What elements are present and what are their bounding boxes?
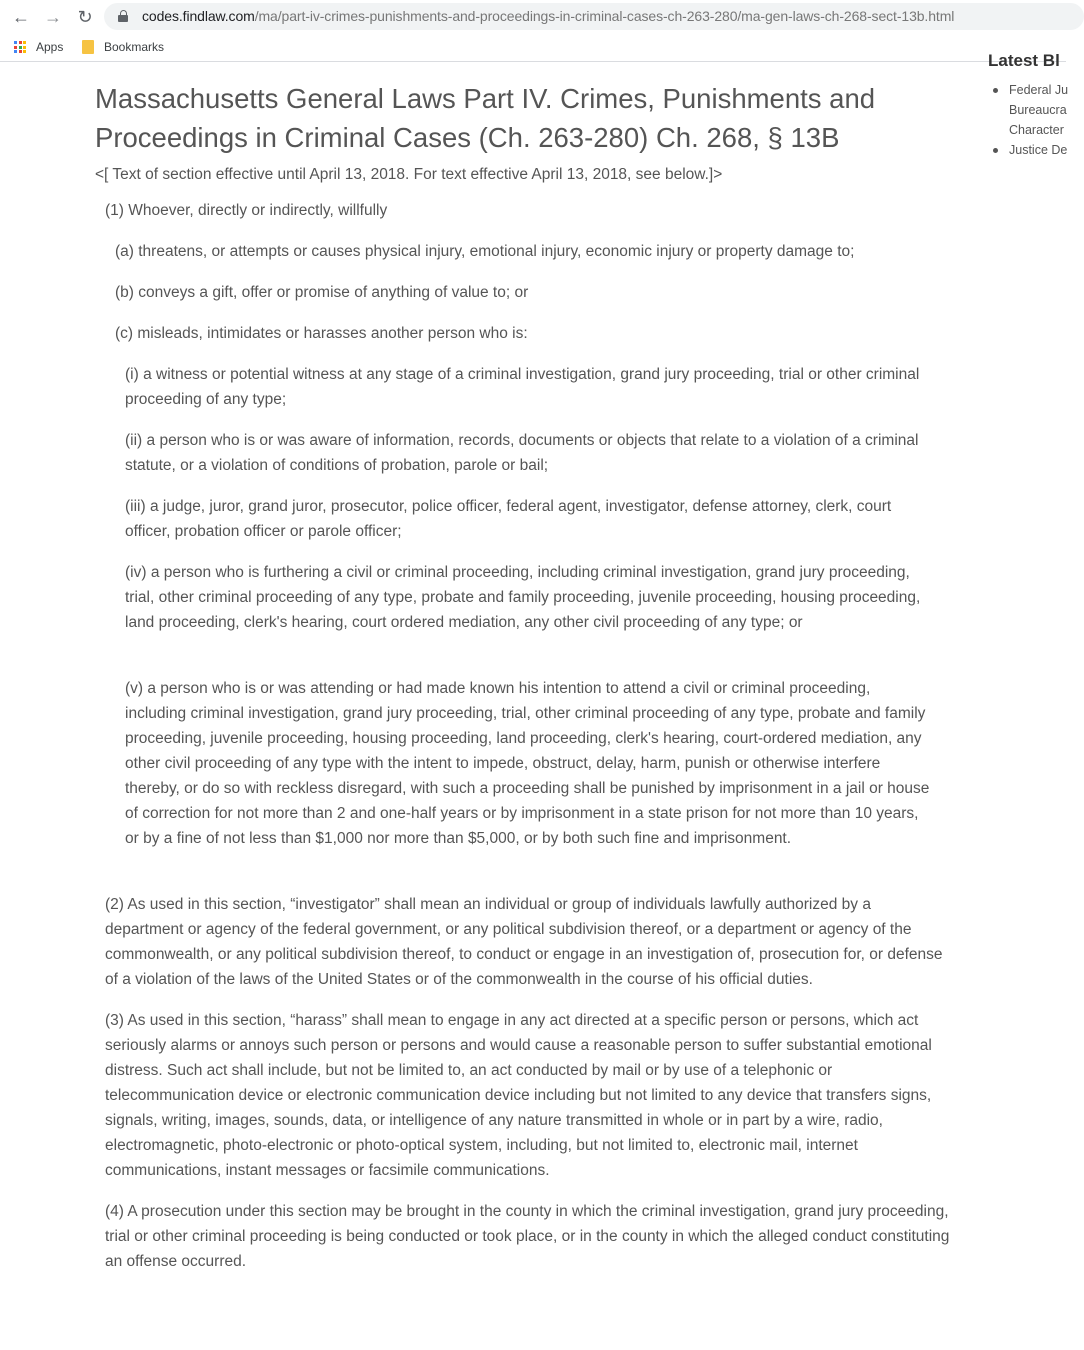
lock-icon[interactable] <box>118 10 128 22</box>
bookmarks-label: Bookmarks <box>104 40 165 54</box>
paragraph-1b: (b) conveys a gift, offer or promise of anything of value to; or <box>115 284 529 301</box>
apps-label: Apps <box>36 40 64 54</box>
paragraph-1c-iii: (iii) a judge, juror, grand juror, prosecutor, police officer, federal agent, investigator, defense attorney, clerk, court officer, probation officer or parole officer; <box>125 498 892 540</box>
url-path: /ma/part-iv-crimes-punishments-and-proceedings-in-criminal-cases-ch-263-280/ma-gen-laws-ch-268-sect-13b.html <box>254 8 955 24</box>
paragraph-1c-ii: (ii) a person who is or was aware of information, records, documents or objects that relate to a violation of a criminal statute, or a violation of conditions of probation, parole or bail; <box>125 432 919 474</box>
paragraph-4: (4) A prosecution under this section may be brought in the county in which the criminal investigation, grand jury proceeding, trial or other criminal proceeding is being conducted or took place, or in the county in which the alleged conduct constituting an offense occurred. <box>105 1203 950 1270</box>
url-host: codes.findlaw.com <box>142 8 255 24</box>
reload-icon[interactable]: ↻ <box>77 7 93 27</box>
sidebar-link[interactable]: Character <box>1009 123 1064 137</box>
paragraph-1c-v: (v) a person who is or was attending or had made known his intention to attend a civil or criminal proceeding, including criminal investigation, grand jury proceeding, trial, other criminal proceeding of any type, probate and family proceeding, juvenile proceeding, housing proceeding, land proceeding, clerk's hearing, court-ordered mediation, any other civil proceeding of any type with the intent to impede, obstruct, delay, harm, punish or otherwise interfere thereby, or do so with reckless disregard, with such a proceeding shall be punished by imprisonment in a jail or house of correction for not more than 2 and one-half years or by imprisonment in a state prison for not more than 10 years, or by a fine of not less than $1,000 nor more than $5,000, or by both such fine and imprisonment. <box>125 680 930 847</box>
paragraph-1c: (c) misleads, intimidates or harasses another person who is: <box>115 325 528 342</box>
paragraph-2: (2) As used in this section, “investigator” shall mean an individual or group of individuals lawfully authorized by a department or agency of the federal government, or any political subdivision thereof, or a department or agency of the commonwealth, or any political subdivision thereof, to conduct or engage in an investigation of, prosecution for, or defense of a violation of the laws of the United States or of the commonwealth in the course of his official duties. <box>105 896 943 988</box>
sidebar-heading: Latest Bl <box>988 51 1060 70</box>
sidebar-list <box>993 81 1073 161</box>
paragraph-3: (3) As used in this section, “harass” shall mean to engage in any act directed at a specific person or persons, which act seriously alarms or annoys such person or persons and would cause a reasonable person to suffer substantial emotional distress. Such act shall include, but not be limited to, an act conducted by mail or by use of a telephonic or telecommunication device or electronic communication device including but not limited to any device that transfers signs, signals, writing, images, sounds, data, or intelligence of any nature transmitted in whole or in part by a wire, radio, electromagnetic, photo-electronic or photo-optical system, including, but not limited to, electronic mail, internet communications, instant messages or facsimile communications. <box>105 1012 932 1179</box>
effective-date-notice: <[ Text of section effective until April 13, 2018. For text effective April 13, 2018, see below.]> <box>95 166 723 183</box>
sidebar-link[interactable]: Federal Ju <box>993 81 1073 100</box>
sidebar-link[interactable]: Bureaucra <box>1009 103 1067 117</box>
forward-arrow-icon[interactable]: → <box>44 7 62 27</box>
folder-icon <box>82 40 94 54</box>
bookmarks-bar <box>0 34 1066 62</box>
paragraph-1c-iv: (iv) a person who is furthering a civil or criminal proceeding, including criminal investigation, grand jury proceeding, trial, other criminal proceeding of any type, probate and family proceeding, juvenile proceeding, housing proceeding, land proceeding, clerk's hearing, court ordered mediation, any other civil proceeding of any type; or <box>125 564 921 631</box>
page-title: Massachusetts General Laws Part IV. Crimes, Punishments and Proceedings in Criminal Cases (Ch. 263-280) Ch. 268, § 13B <box>95 83 876 153</box>
bookmarks-folder[interactable] <box>82 40 164 54</box>
paragraph-1: (1) Whoever, directly or indirectly, willfully <box>105 202 388 219</box>
address-bar[interactable] <box>104 3 1084 30</box>
sidebar-link[interactable]: Justice De <box>993 141 1073 160</box>
browser-toolbar <box>0 0 1066 34</box>
paragraph-1c-i: (i) a witness or potential witness at any stage of a criminal investigation, grand jury proceeding, trial or other criminal proceeding of any type; <box>125 366 920 408</box>
url-text[interactable] <box>142 8 954 24</box>
back-arrow-icon[interactable]: ← <box>12 7 30 27</box>
apps-bookmark[interactable] <box>14 40 63 54</box>
page-content <box>0 51 1069 1350</box>
apps-grid-icon <box>14 41 26 53</box>
paragraph-1a: (a) threatens, or attempts or causes physical injury, emotional injury, economic injury or property damage to; <box>115 243 855 260</box>
